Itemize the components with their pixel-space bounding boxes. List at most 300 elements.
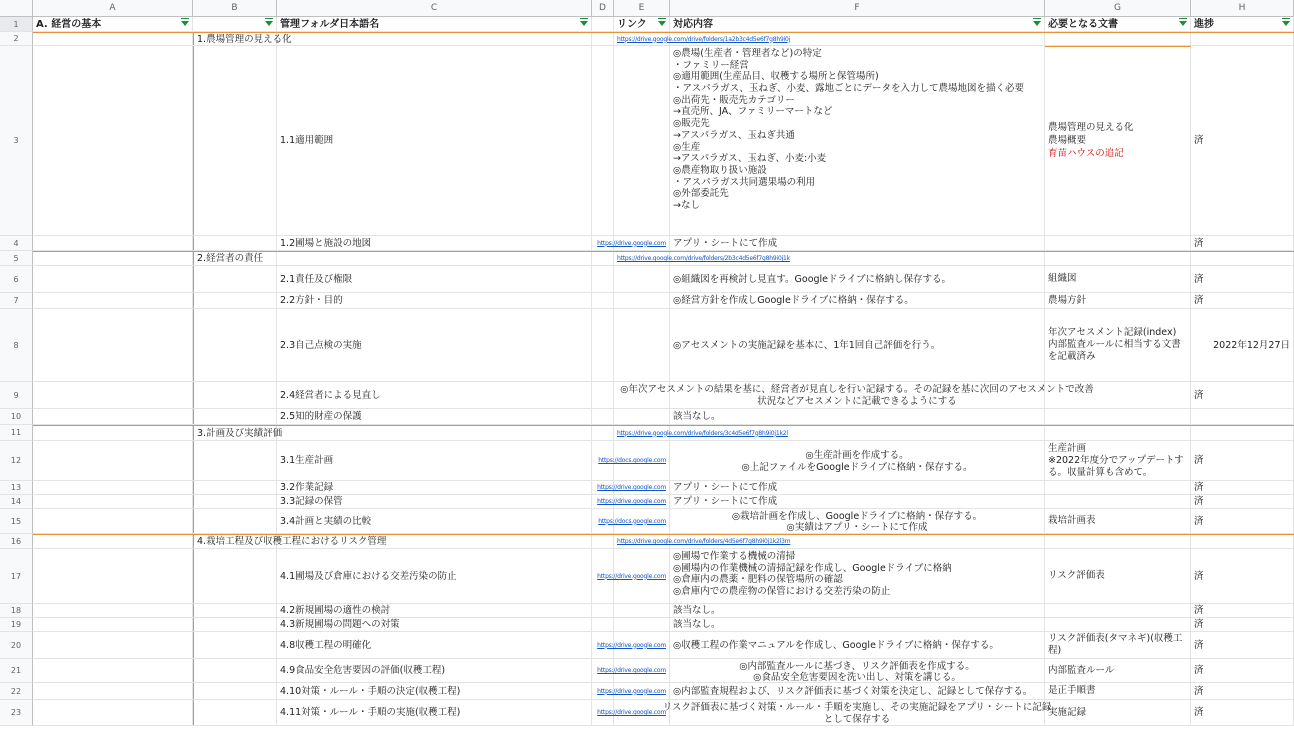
cell-h[interactable] bbox=[1191, 409, 1294, 424]
cell-h[interactable] bbox=[1191, 382, 1294, 408]
cell-f[interactable] bbox=[670, 293, 1045, 308]
table-row bbox=[33, 309, 1294, 382]
row-header-1[interactable]: 1 bbox=[0, 17, 33, 32]
row-header-17[interactable]: 17 bbox=[0, 549, 33, 604]
header-label-a: A. 経営の基本 bbox=[36, 18, 102, 30]
cell-h[interactable] bbox=[1191, 549, 1294, 603]
header-cell-b[interactable] bbox=[193, 17, 277, 31]
content-line: ◎食品安全危害要因を洗い出し、対策を講じる。 bbox=[753, 671, 961, 683]
progress-status: 済 bbox=[1194, 135, 1204, 146]
cell-e[interactable] bbox=[597, 632, 670, 658]
item-name: 3.4計画と実績の比較 bbox=[280, 515, 372, 527]
document-name: 農場方針 bbox=[1048, 294, 1087, 306]
row-header-6[interactable]: 6 bbox=[0, 266, 33, 293]
table-row bbox=[33, 534, 1294, 549]
table-row bbox=[33, 32, 1294, 46]
content-line: →アスパラガス、玉ねぎ共通 bbox=[673, 129, 795, 141]
cell-f[interactable] bbox=[670, 46, 1045, 235]
item-name: 4.11対策・ルール・手順の実施(収穫工程) bbox=[280, 707, 461, 718]
cell-f[interactable] bbox=[670, 509, 1045, 533]
cell-b[interactable] bbox=[193, 618, 277, 631]
item-name: 4.8収穫工程の明確化 bbox=[280, 639, 372, 651]
content-line: ◎農場(生産者・管理者など)の特定 bbox=[673, 48, 822, 59]
cell-c[interactable] bbox=[277, 426, 592, 440]
row-header-22[interactable]: 22 bbox=[0, 683, 33, 700]
link-text[interactable]: https://drive.google.com bbox=[597, 484, 666, 491]
column-header-c[interactable]: C bbox=[277, 0, 592, 17]
cell-f[interactable] bbox=[670, 683, 1045, 699]
cell-g[interactable] bbox=[1045, 426, 1191, 440]
link-text[interactable]: https://drive.google.com bbox=[597, 641, 666, 649]
column-header-d[interactable]: D bbox=[592, 0, 614, 17]
cell-e[interactable] bbox=[614, 293, 670, 308]
row-header-16[interactable]: 16 bbox=[0, 534, 33, 549]
row-header-13[interactable]: 13 bbox=[0, 481, 33, 495]
cell-g[interactable] bbox=[1045, 382, 1191, 408]
progress-status: 済 bbox=[1194, 515, 1204, 527]
header-cell-e[interactable] bbox=[614, 17, 670, 31]
item-name: 4.3新規圃場の問題への対策 bbox=[280, 619, 400, 630]
row-header-15[interactable]: 15 bbox=[0, 509, 33, 534]
content-text: ◎内部監査規程および、リスク評価表に基づく対策を決定し、記録として保存する。 bbox=[673, 685, 1033, 697]
filter-icon[interactable] bbox=[1282, 21, 1290, 26]
row-header-5[interactable]: 5 bbox=[0, 251, 33, 266]
cell-c[interactable] bbox=[277, 46, 592, 235]
cell-h[interactable] bbox=[1191, 426, 1294, 440]
cell-g[interactable] bbox=[1045, 236, 1191, 250]
content-line: ・アスパラガス共同選果場の利用 bbox=[673, 176, 816, 188]
cell-e[interactable] bbox=[614, 266, 670, 292]
row-header-23[interactable]: 23 bbox=[0, 700, 33, 726]
cell-a[interactable] bbox=[33, 382, 193, 408]
cell-h[interactable] bbox=[1191, 700, 1294, 725]
cell-d[interactable] bbox=[592, 266, 614, 292]
content-text: アプリ・シートにて作成 bbox=[673, 496, 778, 507]
folder-link[interactable]: https://drive.google.com/drive/folders/3c4d5e6f7g8h9i0j1k2l bbox=[617, 429, 788, 437]
cell-c[interactable] bbox=[277, 509, 592, 533]
cell-a[interactable] bbox=[33, 549, 193, 603]
table-row bbox=[33, 495, 1294, 509]
cell-a[interactable] bbox=[33, 683, 193, 699]
row-header-4[interactable]: 4 bbox=[0, 236, 33, 251]
content-line: ◎出荷先・販売先カテゴリー bbox=[673, 94, 795, 106]
cell-h[interactable] bbox=[1191, 632, 1294, 658]
cell-b[interactable] bbox=[193, 535, 387, 548]
cell-e[interactable] bbox=[597, 236, 670, 250]
cell-h[interactable] bbox=[1191, 618, 1294, 631]
header-cell-g[interactable] bbox=[1045, 17, 1191, 31]
cell-d[interactable] bbox=[592, 618, 614, 631]
folder-link[interactable]: https://drive.google.com/drive/folders/4d5e6f7g8h9i0j1k2l3m bbox=[617, 538, 791, 545]
progress-status: 済 bbox=[1194, 237, 1204, 249]
content-line: ◎栽培計画を作成し、Googleドライブに格納・保存する。 bbox=[731, 511, 983, 522]
cell-a[interactable] bbox=[33, 535, 193, 548]
cell-a[interactable] bbox=[33, 309, 193, 381]
cell-g[interactable] bbox=[1045, 659, 1191, 682]
cell-a[interactable] bbox=[33, 33, 193, 45]
document-name: 組織図 bbox=[1048, 273, 1077, 284]
filter-icon[interactable] bbox=[1033, 21, 1041, 26]
row-header-2[interactable]: 2 bbox=[0, 32, 33, 46]
cell-b[interactable] bbox=[193, 382, 277, 408]
row-header-10[interactable]: 10 bbox=[0, 409, 33, 425]
filter-icon[interactable] bbox=[658, 21, 666, 26]
table-row bbox=[33, 266, 1294, 293]
column-header-h[interactable]: H bbox=[1191, 0, 1294, 17]
filter-icon[interactable] bbox=[1179, 21, 1187, 26]
cell-c[interactable] bbox=[277, 266, 592, 292]
cell-d[interactable] bbox=[592, 382, 614, 408]
table-row bbox=[33, 46, 1294, 236]
progress-status: 済 bbox=[1194, 455, 1204, 466]
content-line: ◎倉庫内の農薬・肥料の保管場所の確認 bbox=[673, 574, 843, 586]
cell-c[interactable] bbox=[277, 683, 592, 699]
cell-g[interactable] bbox=[1045, 618, 1191, 631]
content-line: ・ファミリー経営 bbox=[673, 59, 749, 71]
cell-b[interactable] bbox=[193, 236, 277, 250]
section-title: 4.栽培工程及び収穫工程におけるリスク管理 bbox=[197, 536, 387, 547]
cell-b[interactable] bbox=[193, 266, 277, 292]
cell-e[interactable] bbox=[614, 604, 670, 617]
cell-b[interactable] bbox=[193, 33, 292, 45]
cell-g[interactable] bbox=[1045, 266, 1191, 292]
row-header-20[interactable]: 20 bbox=[0, 632, 33, 659]
cell-f[interactable] bbox=[614, 426, 1045, 440]
cell-g[interactable] bbox=[1045, 549, 1191, 603]
cell-b[interactable] bbox=[193, 252, 277, 265]
cell-f[interactable] bbox=[614, 33, 1045, 45]
cell-g[interactable] bbox=[1045, 495, 1191, 508]
header-cell-a[interactable] bbox=[33, 17, 193, 31]
link-text[interactable]: https://drive.google.com bbox=[597, 687, 666, 695]
select-all-corner[interactable] bbox=[0, 0, 33, 17]
cell-h[interactable] bbox=[1191, 604, 1294, 617]
cell-b[interactable] bbox=[193, 309, 277, 381]
progress-status: 済 bbox=[1194, 295, 1204, 306]
cell-c[interactable] bbox=[277, 632, 592, 658]
cell-a[interactable] bbox=[33, 293, 193, 308]
cell-g[interactable] bbox=[1045, 535, 1191, 548]
table-row bbox=[33, 425, 1294, 441]
filter-icon[interactable] bbox=[181, 21, 189, 26]
table-row bbox=[33, 700, 1294, 726]
cell-f[interactable] bbox=[670, 309, 1045, 381]
content-line: ◎販売先 bbox=[673, 118, 710, 130]
link-text[interactable]: https://drive.google.com bbox=[597, 709, 666, 716]
cell-h[interactable] bbox=[1191, 659, 1294, 682]
folder-link[interactable]: https://drive.google.com/drive/folders/2b3c4d5e6f7g8h9i0j1k bbox=[617, 255, 790, 262]
document-name: リスク評価表(タマネギ)(収穫工程) bbox=[1048, 633, 1183, 656]
cell-g[interactable] bbox=[1045, 481, 1191, 494]
cell-c[interactable] bbox=[277, 293, 592, 308]
cell-c[interactable] bbox=[277, 495, 592, 508]
cell-b[interactable] bbox=[193, 549, 277, 603]
cell-f[interactable] bbox=[670, 409, 1045, 424]
row-header-14[interactable]: 14 bbox=[0, 495, 33, 509]
column-header-b[interactable]: B bbox=[193, 0, 277, 17]
cell-e[interactable] bbox=[598, 441, 670, 480]
cell-c[interactable] bbox=[277, 236, 592, 250]
cell-c[interactable] bbox=[277, 382, 592, 408]
cell-d[interactable] bbox=[592, 604, 614, 617]
cell-d[interactable] bbox=[592, 33, 614, 45]
column-header-e[interactable]: E bbox=[614, 0, 670, 17]
cell-e[interactable] bbox=[597, 700, 670, 725]
item-name: 1.1適用範囲 bbox=[280, 135, 334, 146]
content-text: アプリ・シートにて作成 bbox=[673, 237, 778, 249]
table-row bbox=[33, 618, 1294, 632]
cell-c[interactable] bbox=[277, 252, 592, 265]
column-header-g[interactable]: G bbox=[1045, 0, 1191, 17]
item-name: 3.1生産計画 bbox=[280, 455, 334, 466]
filter-icon[interactable] bbox=[580, 21, 588, 26]
link-text[interactable]: https://drive.google.com bbox=[597, 667, 666, 674]
cell-b[interactable] bbox=[193, 46, 277, 235]
cell-f[interactable] bbox=[670, 659, 1045, 682]
cell-b[interactable] bbox=[193, 632, 277, 658]
cell-b[interactable] bbox=[193, 426, 283, 440]
cell-c[interactable] bbox=[277, 700, 592, 725]
cell-a[interactable] bbox=[33, 266, 193, 292]
cell-a[interactable] bbox=[33, 46, 193, 235]
cell-c[interactable] bbox=[277, 441, 592, 480]
cell-e[interactable] bbox=[614, 309, 670, 381]
cell-e[interactable] bbox=[597, 481, 670, 494]
cell-c[interactable] bbox=[277, 309, 592, 381]
cell-e[interactable] bbox=[614, 46, 670, 235]
link-text[interactable]: https://docs.google.com bbox=[598, 457, 666, 464]
cell-f[interactable] bbox=[614, 252, 1045, 265]
cell-a[interactable] bbox=[33, 509, 193, 533]
link-text[interactable]: https://drive.google.com bbox=[597, 239, 666, 247]
cell-b[interactable] bbox=[193, 481, 277, 494]
content-line: ◎上記ファイルをGoogleドライブに格納・保存する。 bbox=[741, 461, 973, 473]
cell-b[interactable] bbox=[193, 604, 277, 617]
table-row bbox=[33, 659, 1294, 683]
content-line: ◎圃場で作業する機械の清掃 bbox=[673, 551, 796, 562]
document-name: 実施記録 bbox=[1048, 706, 1087, 718]
document-note: 育苗ハウスの追記 bbox=[1048, 148, 1124, 159]
progress-status: 済 bbox=[1194, 685, 1204, 697]
cell-g[interactable] bbox=[1045, 509, 1191, 533]
cell-c[interactable] bbox=[277, 549, 592, 603]
cell-a[interactable] bbox=[33, 252, 193, 265]
table-row bbox=[33, 683, 1294, 700]
progress-status: 済 bbox=[1194, 707, 1204, 718]
cell-e[interactable] bbox=[614, 618, 670, 631]
cell-d[interactable] bbox=[592, 293, 614, 308]
header-cell-d[interactable] bbox=[592, 17, 614, 31]
content-line: リスク評価表に基づく対策・ルール・手順を実施し、その実施記録をアプリ・シートに記録 bbox=[662, 702, 1052, 713]
link-text[interactable]: https://drive.google.com bbox=[597, 498, 666, 505]
cell-f[interactable] bbox=[670, 495, 1045, 508]
progress-status: 済 bbox=[1194, 482, 1204, 493]
cell-a[interactable] bbox=[33, 441, 193, 480]
row-header-21[interactable]: 21 bbox=[0, 659, 33, 683]
row-header-8[interactable]: 8 bbox=[0, 309, 33, 382]
item-name: 3.2作業記録 bbox=[280, 482, 334, 493]
cell-a[interactable] bbox=[33, 700, 193, 725]
content-line: ◎適用範囲(生産品目、収穫する場所と保管場所) bbox=[673, 71, 879, 83]
cell-c[interactable] bbox=[277, 604, 592, 617]
cell-d[interactable] bbox=[592, 46, 614, 235]
cell-f[interactable] bbox=[670, 632, 1045, 658]
cell-h[interactable] bbox=[1191, 46, 1294, 235]
content-line: ◎生産計画を作成する。 bbox=[805, 449, 909, 461]
cell-d[interactable] bbox=[592, 409, 614, 424]
content-line: ◎内部監査ルールに基づき、リスク評価表を作成する。 bbox=[739, 660, 975, 672]
row-header-11[interactable]: 11 bbox=[0, 425, 33, 441]
cell-b[interactable] bbox=[193, 441, 277, 480]
cell-f[interactable] bbox=[670, 604, 1045, 617]
section-title: 3.計画及び実績評価 bbox=[197, 427, 283, 439]
row-header-7[interactable]: 7 bbox=[0, 293, 33, 309]
cell-b[interactable] bbox=[193, 683, 277, 699]
item-name: 4.2新規圃場の適性の検討 bbox=[280, 605, 391, 616]
cell-f[interactable] bbox=[620, 382, 1094, 408]
cell-f[interactable] bbox=[670, 481, 1045, 494]
cell-d[interactable] bbox=[592, 535, 614, 548]
link-text[interactable]: https://docs.google.com bbox=[598, 517, 666, 525]
row-header-12[interactable]: 12 bbox=[0, 441, 33, 481]
header-label-f: 対応内容 bbox=[673, 18, 713, 30]
cell-e[interactable] bbox=[597, 549, 670, 603]
content-text: ◎組織図を再検討し見直す。Googleドライブに格納し保存する。 bbox=[673, 273, 951, 285]
table-row bbox=[33, 382, 1294, 409]
cell-a[interactable] bbox=[33, 604, 193, 617]
content-text: ◎経営方針を作成しGoogleドライブに格納・保存する。 bbox=[673, 295, 914, 306]
header-cell-f[interactable] bbox=[670, 17, 1045, 31]
content-line: ◎年次アセスメントの結果を基に、経営者が見直しを行い記録する。その記録を基に次回のアセスメントで改善 bbox=[620, 384, 1094, 396]
content-text: ◎アセスメントの実施記録を基本に、1年1回自己評価を行う。 bbox=[673, 339, 941, 351]
cell-g[interactable] bbox=[1045, 293, 1191, 308]
cell-d[interactable] bbox=[592, 309, 614, 381]
cell-d[interactable] bbox=[592, 252, 614, 265]
cell-h[interactable] bbox=[1191, 535, 1294, 548]
cell-g[interactable] bbox=[1045, 46, 1191, 235]
row-header-9[interactable]: 9 bbox=[0, 382, 33, 409]
progress-status: 済 bbox=[1194, 570, 1204, 582]
row-header-3[interactable]: 3 bbox=[0, 46, 33, 236]
cell-c[interactable] bbox=[277, 409, 592, 424]
item-name: 4.9食品安全危害要因の評価(収穫工程) bbox=[280, 665, 446, 676]
cell-h[interactable] bbox=[1191, 252, 1294, 265]
cell-f[interactable] bbox=[670, 549, 1045, 603]
cell-e[interactable] bbox=[597, 683, 670, 699]
cell-h[interactable] bbox=[1191, 33, 1294, 45]
cell-h[interactable] bbox=[1191, 441, 1294, 480]
cell-h[interactable] bbox=[1191, 236, 1294, 250]
table-row bbox=[33, 549, 1294, 604]
cell-c[interactable] bbox=[277, 618, 592, 631]
cell-f[interactable] bbox=[670, 236, 1045, 250]
cell-g[interactable] bbox=[1045, 700, 1191, 725]
table-row bbox=[33, 604, 1294, 618]
cell-h[interactable] bbox=[1191, 495, 1294, 508]
cell-a[interactable] bbox=[33, 409, 193, 424]
header-cell-h[interactable] bbox=[1191, 17, 1294, 31]
cell-h[interactable] bbox=[1191, 293, 1294, 308]
content-line: ◎実績はアプリ・シートにて作成 bbox=[786, 522, 928, 533]
cell-b[interactable] bbox=[193, 409, 277, 424]
cell-h[interactable] bbox=[1191, 309, 1294, 381]
table-row bbox=[33, 441, 1294, 481]
document-name: 栽培計画表 bbox=[1048, 515, 1096, 526]
content-line: ◎倉庫内での農産物の保管における交差汚染の防止 bbox=[673, 586, 891, 598]
cell-d[interactable] bbox=[592, 426, 614, 440]
cell-b[interactable] bbox=[193, 495, 277, 508]
progress-status: 済 bbox=[1194, 605, 1204, 616]
cell-a[interactable] bbox=[33, 495, 193, 508]
cell-a[interactable] bbox=[33, 618, 193, 631]
cell-g[interactable] bbox=[1045, 409, 1191, 424]
cell-c[interactable] bbox=[277, 481, 592, 494]
column-header-a[interactable]: A bbox=[33, 0, 193, 17]
column-header-f[interactable]: F bbox=[670, 0, 1045, 17]
cell-c[interactable] bbox=[277, 659, 592, 682]
cell-h[interactable] bbox=[1191, 509, 1294, 533]
cell-e[interactable] bbox=[614, 409, 670, 424]
folder-link[interactable]: https://drive.google.com/drive/folders/1a2b3c4d5e6f7g8h9i0j bbox=[617, 35, 791, 43]
cell-g[interactable] bbox=[1045, 309, 1191, 381]
cell-b[interactable] bbox=[193, 509, 277, 533]
cell-b[interactable] bbox=[193, 293, 277, 308]
content-line: ◎圃場内の作業機械の清掃記録を作成し、Googleドライブに格納 bbox=[673, 562, 952, 574]
cell-e[interactable] bbox=[598, 509, 670, 533]
cell-a[interactable] bbox=[33, 426, 193, 440]
cell-g[interactable] bbox=[1045, 33, 1191, 45]
cell-g[interactable] bbox=[1045, 632, 1191, 658]
cell-g[interactable] bbox=[1045, 683, 1191, 699]
cell-h[interactable] bbox=[1191, 481, 1294, 494]
cell-a[interactable] bbox=[33, 236, 193, 250]
document-name: 内部監査ルール bbox=[1048, 664, 1115, 676]
item-name: 1.2圃場と施設の地図 bbox=[280, 237, 372, 249]
cell-f[interactable] bbox=[662, 700, 1052, 725]
cell-b[interactable] bbox=[193, 700, 277, 725]
cell-h[interactable] bbox=[1191, 266, 1294, 292]
progress-status: 済 bbox=[1194, 619, 1204, 630]
cell-f[interactable] bbox=[670, 441, 1045, 480]
content-text: ◎収穫工程の作業マニュアルを作成し、Googleドライブに格納・保存する。 bbox=[673, 639, 999, 651]
cell-h[interactable] bbox=[1191, 683, 1294, 699]
cell-a[interactable] bbox=[33, 632, 193, 658]
cell-e[interactable] bbox=[597, 495, 670, 508]
cell-b[interactable] bbox=[193, 659, 277, 682]
item-name: 4.1圃場及び倉庫における交差汚染の防止 bbox=[280, 570, 457, 582]
cell-a[interactable] bbox=[33, 659, 193, 682]
row-header-19[interactable]: 19 bbox=[0, 618, 33, 632]
cell-g[interactable] bbox=[1045, 441, 1191, 480]
header-label-g: 必要となる文書 bbox=[1048, 18, 1118, 30]
cell-g[interactable] bbox=[1045, 604, 1191, 617]
cell-c[interactable] bbox=[277, 33, 592, 45]
cell-f[interactable] bbox=[670, 266, 1045, 292]
cell-f[interactable] bbox=[614, 535, 1045, 548]
row-header-18[interactable]: 18 bbox=[0, 604, 33, 618]
cell-a[interactable] bbox=[33, 481, 193, 494]
link-text[interactable]: https://drive.google.com bbox=[597, 572, 666, 580]
document-name: リスク評価表 bbox=[1048, 570, 1105, 581]
content-text: アプリ・シートにて作成 bbox=[673, 482, 778, 493]
cell-g[interactable] bbox=[1045, 252, 1191, 265]
cell-e[interactable] bbox=[597, 659, 670, 682]
item-name: 2.5知的財産の保護 bbox=[280, 411, 362, 422]
cell-f[interactable] bbox=[670, 618, 1045, 631]
progress-status: 済 bbox=[1194, 665, 1204, 676]
header-cell-c[interactable] bbox=[277, 17, 592, 31]
filter-icon[interactable] bbox=[265, 21, 273, 26]
